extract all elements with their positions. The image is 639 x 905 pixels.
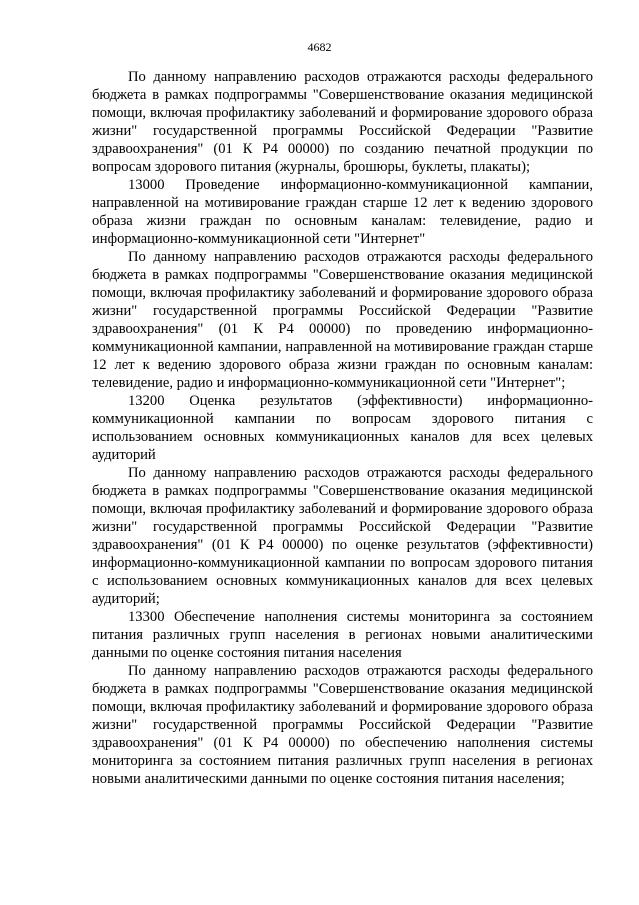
page-number: 4682 — [307, 40, 332, 54]
paragraph-expense-description-printed-products: По данному направлению расходов отражаются расходы федерального бюджета в рамках подпрограммы "Совершенствование оказания медицинской помощи, включая профилактику заболеваний и формирование здорового образа жизни" государственной программы Российской Федерации "Развитие здравоохранения" (01 К Р4 00000) по созданию печатной продукции по вопросам здорового питания (журналы, брошюры, буклеты, плакаты); — [92, 69, 593, 175]
paragraph-code-13200: 13200 Оценка результатов (эффективности) информационно-коммуникационной кампании по вопросам здорового питания с использованием основных коммуникационных каналов для всех целевых аудиторий — [92, 393, 593, 463]
paragraph-code-13000: 13000 Проведение информационно-коммуникационной кампании, направленной на мотивирование граждан старше 12 лет к ведению здорового образа жизни граждан по основным каналам: телевидение, радио и информационно-коммуникационной сети "Интернет" — [92, 177, 593, 247]
document-body — [92, 68, 593, 788]
paragraph-expense-description-13000: По данному направлению расходов отражаются расходы федерального бюджета в рамках подпрограммы "Совершенствование оказания медицинской помощи, включая профилактику заболеваний и формирование здорового образа жизни" государственной программы Российской Федерации "Развитие здравоохранения" (01 К Р4 00000) по проведению информационно-коммуникационной кампании, направленной на мотивирование граждан старше 12 лет к ведению здорового образа жизни граждан по основным каналам: телевидение, радио и информационно-коммуникационной сети "Интернет"; — [92, 249, 593, 391]
paragraph-code-13300: 13300 Обеспечение наполнения системы мониторинга за состоянием питания различных групп населения в регионах новыми аналитическими данными по оценке состояния питания населения — [92, 609, 593, 661]
paragraph-expense-description-13200: По данному направлению расходов отражаются расходы федерального бюджета в рамках подпрограммы "Совершенствование оказания медицинской помощи, включая профилактику заболеваний и формирование здорового образа жизни" государственной программы Российской Федерации "Развитие здравоохранения" (01 К Р4 00000) по оценке результатов (эффективности) информационно-коммуникационной кампании по вопросам здорового питания с использованием основных коммуникационных каналов для всех целевых аудиторий; — [92, 465, 593, 607]
paragraph-expense-description-13300: По данному направлению расходов отражаются расходы федерального бюджета в рамках подпрограммы "Совершенствование оказания медицинской помощи, включая профилактику заболеваний и формирование здорового образа жизни" государственной программы Российской Федерации "Развитие здравоохранения" (01 К Р4 00000) по обеспечению наполнения системы мониторинга за состоянием питания различных групп населения в регионах новыми аналитическими данными по оценке состояния питания населения; — [92, 663, 593, 787]
